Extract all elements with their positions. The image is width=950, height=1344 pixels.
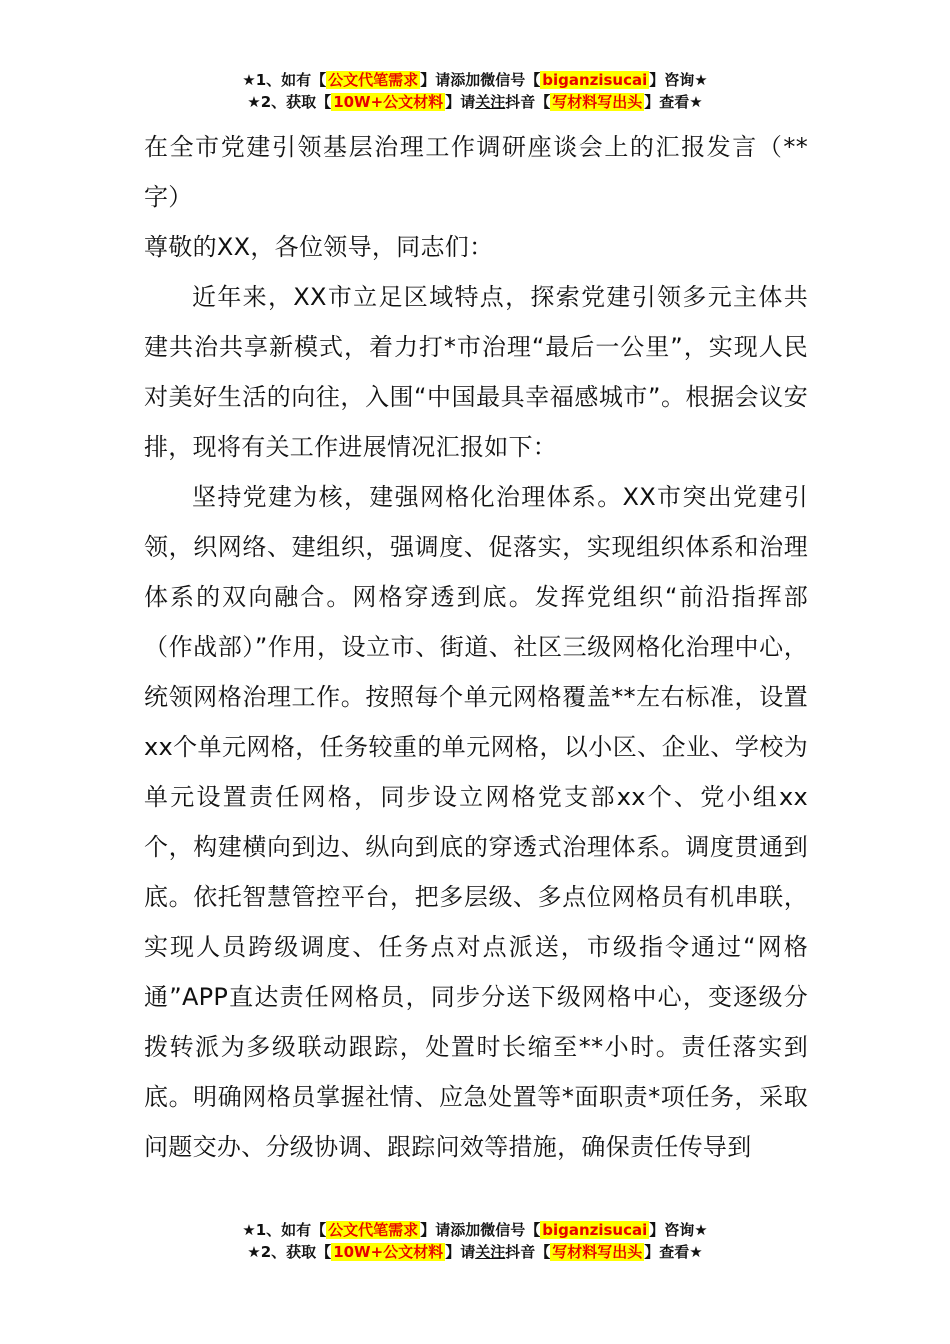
follow-underlined: 关注 <box>475 1243 506 1261</box>
promo-line-1: ★1、如有【 公文代笔需求 】请添加微信号【 biganzisucai 】咨询★ <box>242 1221 708 1239</box>
highlight-wechat-id: biganzisucai <box>542 1221 648 1239</box>
promo-banner-top <box>0 69 950 113</box>
document-title: 在全市党建引领基层治理工作调研座谈会上的汇报发言（**字） <box>144 133 808 211</box>
highlight-service: 公文代笔需求 <box>328 1221 419 1239</box>
promo-line-1: ★1、如有【 公文代笔需求 】请添加微信号【 biganzisucai 】咨询★ <box>242 71 708 89</box>
follow-underlined: 关注 <box>475 93 506 111</box>
paragraph-intro: 近年来，XX市立足区域特点，探索党建引领多元主体共建共治共享新模式，着力打*市治理“最后一公里”，实现人民对美好生活的向往，入围“中国最具幸福感城市”。根据会议安排，现将有关工作进展情况汇报如下： <box>144 283 808 461</box>
document-body <box>144 122 808 1208</box>
paragraph-grid-governance: 坚持党建为核，建强网格化治理体系。XX市突出党建引领，织网络、建组织，强调度、促落实，实现组织体系和治理体系的双向融合。网格穿透到底。发挥党组织“前沿指挥部（作战部）”作用，设立市、街道、社区三级网格化治理中心，统领网格治理工作。按照每个单元网格覆盖**左右标准，设置xx个单元网格，任务较重的单元网格，以小区、企业、学校为单元设置责任网格，同步设立网格党支部xx个、党小组xx个，构建横向到边、纵向到底的穿透式治理体系。调度贯通到底。依托智慧管控平台，把多层级、多点位网格员有机串联，实现人员跨级调度、任务点对点派送，市级指令通过“网格通”APP直达责任网格员，同步分送下级网格中心，变逐级分拨转派为多级联动跟踪，处置时长缩至**小时。责任落实到底。明确网格员掌握社情、应急处置等*面职责*项任务，采取问题交办、分级协调、跟踪问效等措施，确保责任传导到 <box>144 483 808 1161</box>
highlight-service: 公文代笔需求 <box>328 71 419 89</box>
highlight-wechat-id: biganzisucai <box>542 71 648 89</box>
highlight-materials: 10W+公文材料 <box>333 1243 444 1261</box>
highlight-douyin-account: 写材料写出头 <box>552 93 643 111</box>
highlight-douyin-account: 写材料写出头 <box>552 1243 643 1261</box>
promo-banner-bottom <box>0 1219 950 1263</box>
promo-line-2: ★2、获取【 10W+公文材料 】请关注抖音【 写材料写出头 】查看★ <box>247 93 703 111</box>
promo-line-2: ★2、获取【 10W+公文材料 】请关注抖音【 写材料写出头 】查看★ <box>247 1243 703 1261</box>
salutation: 尊敬的XX，各位领导，同志们： <box>144 233 494 261</box>
document-page-clip <box>144 122 808 1208</box>
highlight-materials: 10W+公文材料 <box>333 93 444 111</box>
